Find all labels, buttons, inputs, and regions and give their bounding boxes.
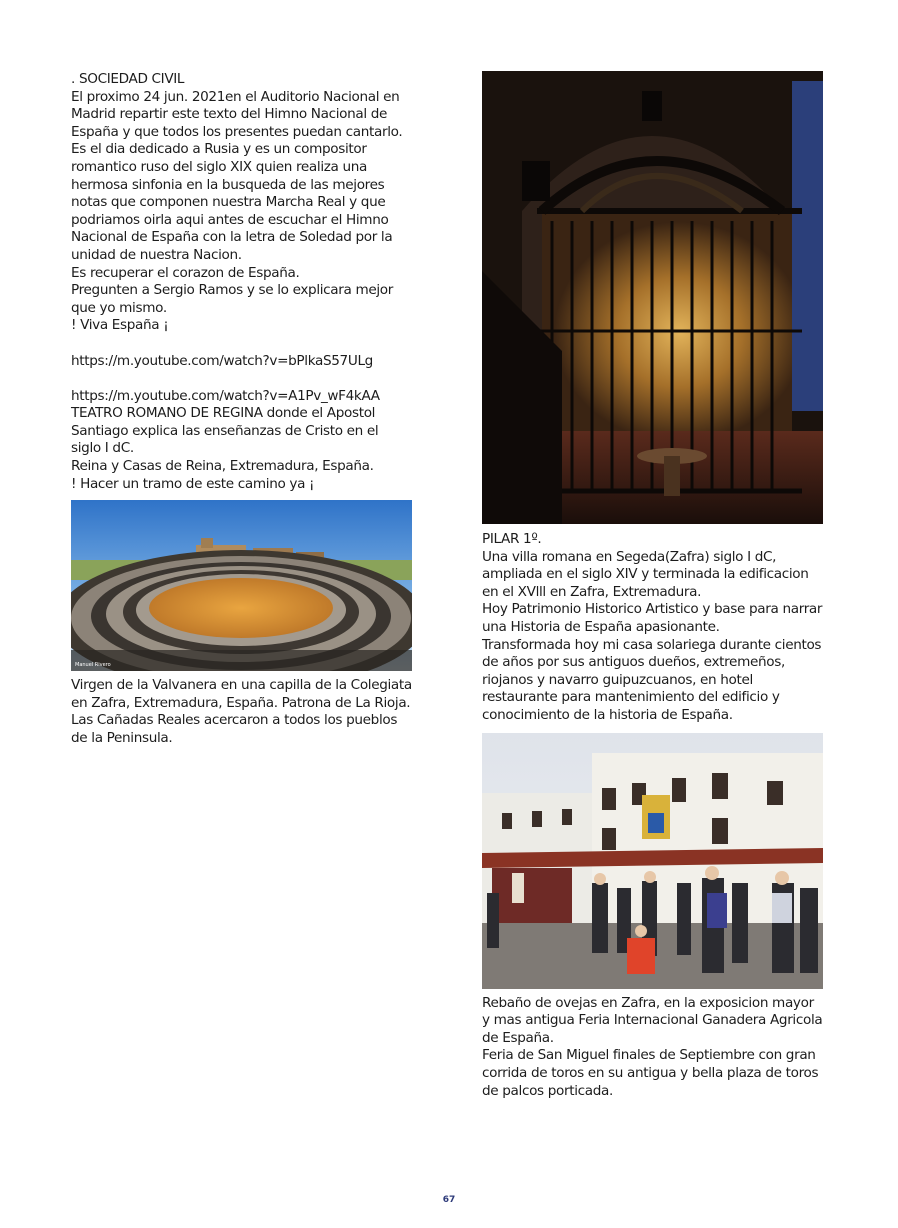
section-heading: . SOCIEDAD CIVIL xyxy=(71,71,185,87)
feria-text xyxy=(482,995,823,1101)
pilar-paragraph: Hoy Patrimonio Historico Artistico y base para narrar una Historia de España apasionante. xyxy=(482,601,823,635)
chapel-grille-photo xyxy=(482,71,823,524)
page-number: 67 xyxy=(442,1195,456,1205)
pilar-paragraph: Una villa romana en Segeda(Zafra) siglo I dC, ampliada en el siglo XIV y terminada la edificacion en el XVlll en Zafra, Extremadura. xyxy=(482,548,809,600)
theatre-line: Reina y Casas de Reina, Extremadura, España. xyxy=(71,458,374,475)
caption-paragraph: Virgen de la Valvanera en una capilla de la Colegiata en Zafra, Extremadura, España. Patrona de La Rioja. xyxy=(71,677,412,711)
left-column xyxy=(71,71,412,748)
pilar-paragraph: Transformada hoy mi casa solariega durante cientos de años por sus antiguos dueños, extremeños, riojanos y navarro guipuzcuanos, en hotel restaurante para mantenimiento del edificio y conocimiento de la historia de España. xyxy=(482,636,822,723)
theatre-line: ! Hacer un tramo de este camino ya ¡ xyxy=(71,475,315,492)
roman-theatre-photo xyxy=(71,500,412,671)
youtube-link-1[interactable]: https://m.youtube.com/watch?v=bPlkaS57ULg xyxy=(71,352,373,369)
photo-credit: Manuel Rivero xyxy=(75,662,111,669)
pilar-text xyxy=(482,531,823,725)
youtube-link-2[interactable]: https://m.youtube.com/watch?v=A1Pv_wF4kAA xyxy=(71,387,380,404)
intro-line: Pregunten a Sergio Ramos y se lo explicara mejor que yo mismo. xyxy=(71,282,394,316)
valvanera-caption xyxy=(71,677,412,747)
right-column xyxy=(482,71,823,1100)
plaza-feria-photo xyxy=(482,733,823,989)
caption-paragraph: Las Cañadas Reales acercaron a todos los pueblos de la Peninsula. xyxy=(71,712,398,747)
pilar-heading: PILAR 1º. xyxy=(482,531,542,547)
intro-line: ! Viva España ¡ xyxy=(71,317,169,334)
feria-paragraph: Feria de San Miguel finales de Septiembre con gran corrida de toros en su antigua y bella plaza de toros de palcos porticada. xyxy=(482,1047,819,1099)
feria-paragraph: Rebaño de ovejas en Zafra, en la exposicion mayor y mas antigua Feria Internacional Ganadera Agricola de España. xyxy=(482,994,823,1046)
intro-text xyxy=(71,71,412,493)
intro-line: Es recuperar el corazon de España. xyxy=(71,264,300,281)
intro-paragraph: El proximo 24 jun. 2021en el Auditorio Nacional en Madrid repartir este texto del Himno Nacional de España y que todos los presentes puedan cantarlo. Es el dia dedicado a Rusia y es un compositor romantico ruso del siglo XIX quien realiza una hermosa sinfonia en la busqueda de las mejores notas que componen nuestra Marcha Real y que podriamos oirla aqui antes de escuchar el Himno Nacional de España con la letra de Soledad por la unidad de nuestra Nacion. xyxy=(71,88,403,263)
theatre-paragraph: TEATRO ROMANO DE REGINA donde el Apostol Santiago explica las enseñanzas de Cristo en el siglo I dC. xyxy=(71,405,379,457)
